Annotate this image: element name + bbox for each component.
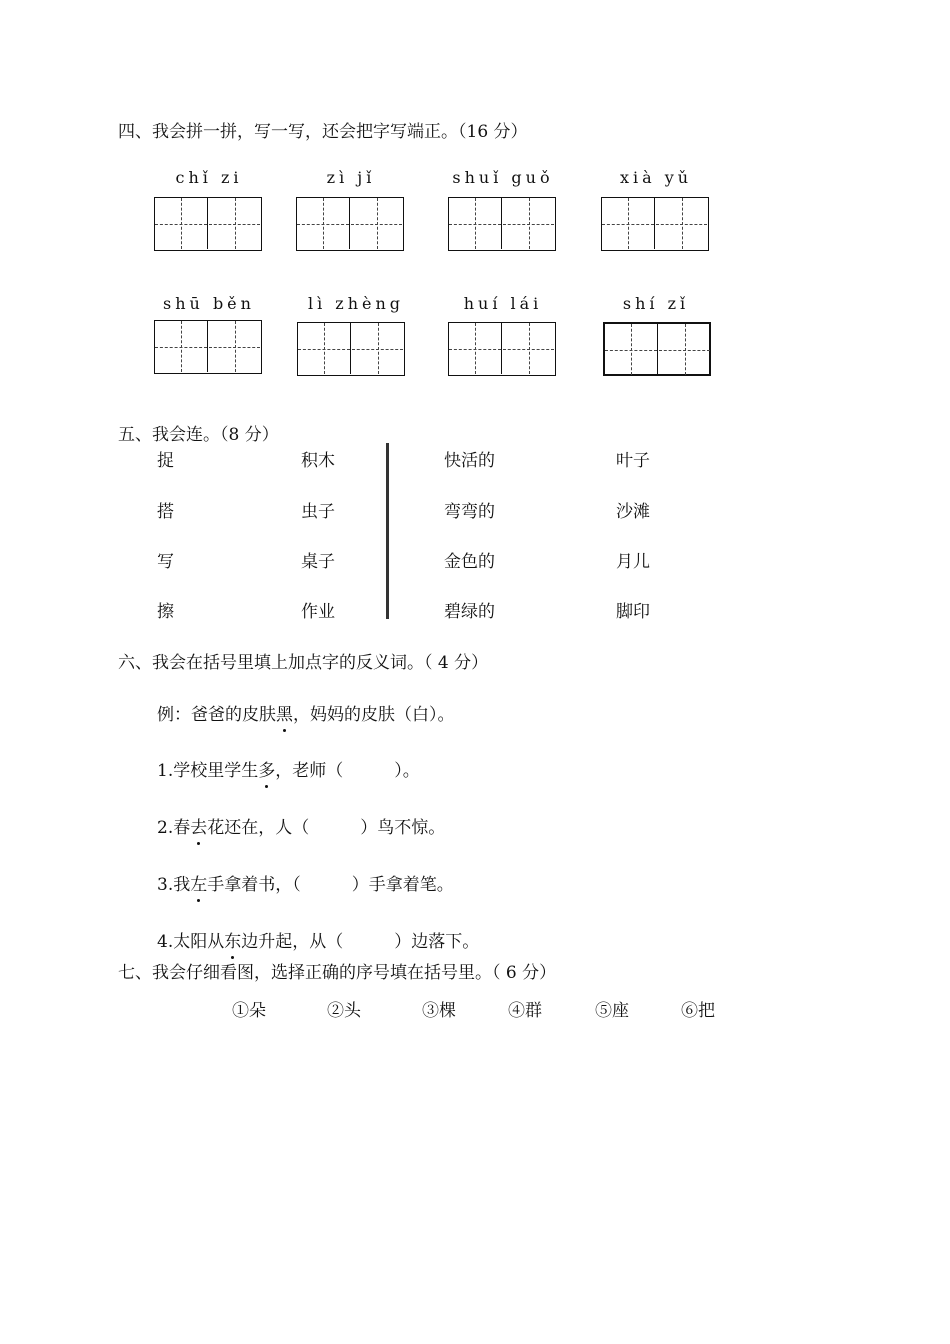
match-verb[interactable]: 搭 <box>157 502 174 522</box>
pinyin-label: huí lái <box>463 294 543 313</box>
section7-title: 七、我会仔细看图，选择正确的序号填在括号里。（ 6 分） <box>118 963 557 983</box>
measure-word-option[interactable]: ⑥把 <box>681 1001 715 1021</box>
match-object[interactable]: 脚印 <box>616 602 650 622</box>
pinyin-label: xià yǔ <box>619 168 693 187</box>
antonym-question-3[interactable]: 3.我左手拿着书，（ ）手拿着笔。 <box>157 870 454 895</box>
dotted-character: 东 <box>224 927 241 952</box>
match-verb[interactable]: 捉 <box>157 451 174 471</box>
column-divider <box>386 443 389 619</box>
match-adjective[interactable]: 弯弯的 <box>444 502 495 522</box>
measure-word-option[interactable]: ②头 <box>327 1001 361 1021</box>
writing-grid[interactable] <box>448 197 556 251</box>
example-sentence: 例：爸爸的皮肤黑，妈妈的皮肤（白）。 <box>157 700 455 725</box>
writing-grid[interactable] <box>154 320 262 374</box>
match-adjective[interactable]: 快活的 <box>444 451 495 471</box>
writing-grid[interactable] <box>296 197 404 251</box>
pinyin-label: shuǐ guǒ <box>452 168 554 187</box>
dotted-character: 去 <box>190 813 207 838</box>
antonym-question-1[interactable]: 1.学校里学生多，老师（ ）。 <box>157 756 420 781</box>
match-object[interactable]: 沙滩 <box>616 502 650 522</box>
match-verb[interactable]: 擦 <box>157 602 174 622</box>
dotted-character: 多 <box>258 756 275 781</box>
section5-title: 五、我会连。（8 分） <box>118 425 279 445</box>
writing-grid[interactable] <box>297 322 405 376</box>
antonym-question-4[interactable]: 4.太阳从东边升起，从（ ）边落下。 <box>157 927 479 952</box>
pinyin-label: lì zhèng <box>307 294 405 313</box>
pinyin-label: shū běn <box>163 294 255 313</box>
measure-word-option[interactable]: ③棵 <box>422 1001 456 1021</box>
pinyin-label: zì jǐ <box>326 168 376 187</box>
match-noun[interactable]: 虫子 <box>301 502 335 522</box>
measure-word-option[interactable]: ⑤座 <box>595 1001 629 1021</box>
section6-title: 六、我会在括号里填上加点字的反义词。（ 4 分） <box>118 653 489 673</box>
dotted-character: 左 <box>190 870 207 895</box>
writing-grid[interactable] <box>603 322 711 376</box>
match-verb[interactable]: 写 <box>157 552 174 572</box>
writing-grid[interactable] <box>601 197 709 251</box>
pinyin-label: chǐ zi <box>175 168 243 187</box>
dotted-character: 黑 <box>276 700 293 725</box>
match-noun[interactable]: 作业 <box>301 602 335 622</box>
match-adjective[interactable]: 碧绿的 <box>444 602 495 622</box>
match-object[interactable]: 月儿 <box>616 552 650 572</box>
measure-word-option[interactable]: ④群 <box>508 1001 542 1021</box>
match-noun[interactable]: 桌子 <box>301 552 335 572</box>
antonym-question-2[interactable]: 2.春去花还在，人（ ）鸟不惊。 <box>157 813 445 838</box>
writing-grid[interactable] <box>448 322 556 376</box>
pinyin-label: shí zǐ <box>622 294 690 313</box>
match-noun[interactable]: 积木 <box>301 451 335 471</box>
match-adjective[interactable]: 金色的 <box>444 552 495 572</box>
writing-grid[interactable] <box>154 197 262 251</box>
match-object[interactable]: 叶子 <box>616 451 650 471</box>
measure-word-option[interactable]: ①朵 <box>232 1001 266 1021</box>
section4-title: 四、我会拼一拼，写一写，还会把字写端正。（16 分） <box>118 122 528 142</box>
